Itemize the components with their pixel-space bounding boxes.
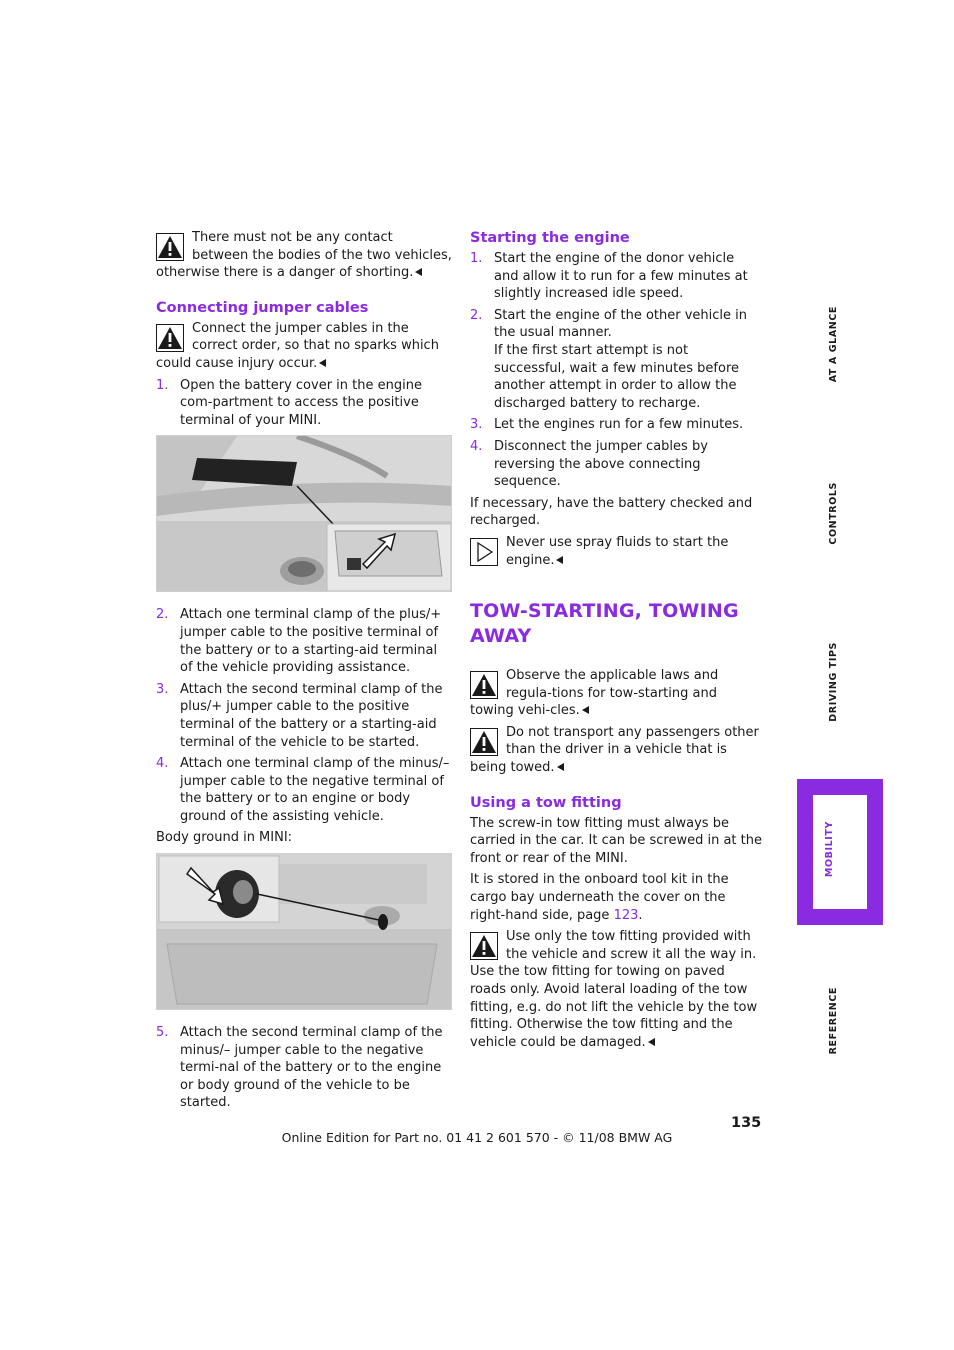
tab-reference[interactable] [797, 987, 883, 1057]
list-item [156, 755, 452, 825]
warning-text: There must not be any contact between the bodies of the two vehicles, otherwise there is a danger of shorting. [156, 230, 452, 281]
list-item [156, 606, 452, 676]
step-number: 5. [156, 1025, 169, 1041]
tab-driving-tips[interactable] [797, 642, 883, 732]
warning-text: Do not transport any passengers other than the driver in a vehicle that is being towed. [470, 724, 759, 776]
tab-controls[interactable] [797, 482, 883, 552]
list-item [156, 681, 452, 751]
warning-text: Connect the jumper cables in the correct order, so that no sparks which could cause injury occur. [156, 320, 439, 371]
note-spray-fluids [470, 534, 762, 569]
warning-passengers [470, 724, 762, 777]
warning-icon [156, 324, 184, 352]
battery-check-text: If necessary, have the battery checked and recharged. [470, 495, 753, 529]
section-tabs [797, 290, 885, 1090]
end-mark-icon [319, 359, 326, 367]
end-mark-icon [557, 763, 564, 771]
warning-tow-fitting [470, 928, 762, 1051]
tab-mobility[interactable] [797, 779, 883, 925]
heading-starting-the-engine: Starting the engine [470, 230, 630, 246]
step-text: Attach the second terminal clamp of the minus/– jumper cable to the negative termi-nal of the battery or to the engine or body ground of the vehicle to be started. [180, 1025, 443, 1111]
warning-contact [156, 229, 452, 282]
step-text: Start the engine of the donor vehicle and allow it to run for a few minutes at slightly increased idle speed. [494, 251, 748, 302]
body-ground-illustration [157, 854, 451, 1009]
end-mark-icon [415, 268, 422, 276]
step-number: 3. [156, 681, 169, 697]
tab-label: AT A GLANCE [828, 306, 839, 383]
note-arrow-icon [470, 538, 498, 566]
heading-using-a-tow-fitting: Using a tow fitting [470, 794, 622, 811]
steps-list-b [156, 606, 452, 825]
tow-fitting-paragraph-1: The screw-in tow fitting must always be carried in the car. It can be screwed in at the front or rear of the MINI. [470, 815, 762, 866]
end-mark-icon [556, 556, 563, 564]
step-text: Let the engines run for a few minutes. [494, 417, 744, 433]
starting-steps-list [470, 250, 762, 491]
step-text: Attach the second terminal clamp of the plus/+ jumper cable to the positive terminal of the battery or a starting-aid terminal of the vehicle to be started. [180, 681, 443, 750]
step-number: 1. [156, 377, 169, 393]
note-text: Never use spray fluids to start the engine. [506, 534, 729, 568]
list-item [470, 438, 762, 491]
paragraph-text: It is stored in the onboard tool kit in the cargo bay underneath the cover on the right-hand side, page [470, 872, 729, 923]
tab-label: DRIVING TIPS [828, 642, 839, 722]
tab-label: REFERENCE [828, 987, 839, 1055]
list-item [470, 307, 762, 413]
list-item [470, 250, 762, 303]
page-number: 135 [731, 1115, 762, 1131]
warning-icon [470, 728, 498, 756]
right-column [470, 229, 762, 1055]
end-mark-icon [582, 706, 589, 714]
tab-label: CONTROLS [828, 482, 839, 545]
warning-icon [470, 932, 498, 960]
engine-compartment-figure [156, 435, 452, 592]
warning-icon [470, 671, 498, 699]
body-ground-label: Body ground in MINI: [156, 830, 293, 846]
list-item [156, 377, 452, 430]
paragraph-end: . [638, 907, 643, 923]
steps-list-c [156, 1024, 452, 1112]
step-text: Start the engine of the other vehicle in the usual manner. [494, 307, 748, 341]
warning-text: Observe the applicable laws and regula-tions for tow-starting and towing vehi-cles. [470, 668, 719, 719]
tab-at-a-glance[interactable] [797, 306, 883, 396]
step-extra-text: If the first start attempt is not successful, wait a few minutes before another attempt in order to allow the discharged battery to recharge. [494, 342, 740, 411]
body-ground-figure [156, 853, 452, 1010]
step-number: 3. [470, 417, 483, 433]
warning-text: Use only the tow fitting provided with the vehicle and screw it all the way in. Use the tow fitting for towing on paved roads only. Avoid lateral loading of the tow fitting, e.g. do not lift the vehicle by the tow fitting. Otherwise the tow fitting and the vehicle could be damaged. [470, 929, 758, 1050]
step-text: Attach one terminal clamp of the plus/+ jumper cable to the positive terminal of the battery or to a starting-aid terminal of the vehicle providing assistance. [180, 607, 442, 676]
end-mark-icon [648, 1038, 655, 1046]
steps-list-a [156, 377, 452, 430]
list-item [156, 1024, 452, 1112]
list-item [470, 416, 762, 434]
page-reference-link[interactable]: 123 [613, 907, 639, 923]
left-column [156, 229, 452, 1116]
warning-laws [470, 667, 762, 720]
step-number: 1. [470, 251, 483, 266]
step-text: Disconnect the jumper cables by reversing the above connecting sequence. [494, 438, 708, 490]
tab-label: MOBILITY [824, 821, 835, 878]
step-text: Open the battery cover in the engine com-partment to access the positive terminal of your MINI. [180, 377, 422, 428]
step-number: 4. [470, 438, 483, 454]
step-number: 2. [156, 607, 169, 623]
step-number: 2. [470, 307, 483, 323]
battery-cover-illustration [157, 436, 451, 591]
heading-connecting-jumper-cables: Connecting jumper cables [156, 299, 369, 316]
tow-fitting-paragraph-2 [470, 871, 762, 924]
step-number: 4. [156, 756, 169, 772]
step-text: Attach one terminal clamp of the minus/– jumper cable to the negative terminal of the battery or to an engine or body ground of the assisting vehicle. [180, 756, 450, 824]
warning-icon [156, 233, 184, 261]
warning-order [156, 320, 452, 373]
footer-edition-note: Online Edition for Part no. 01 41 2 601 570 - © 11/08 BMW AG [281, 1130, 673, 1145]
heading-tow-starting-towing-away: TOW-STARTING, TOWING AWAY [470, 600, 739, 648]
